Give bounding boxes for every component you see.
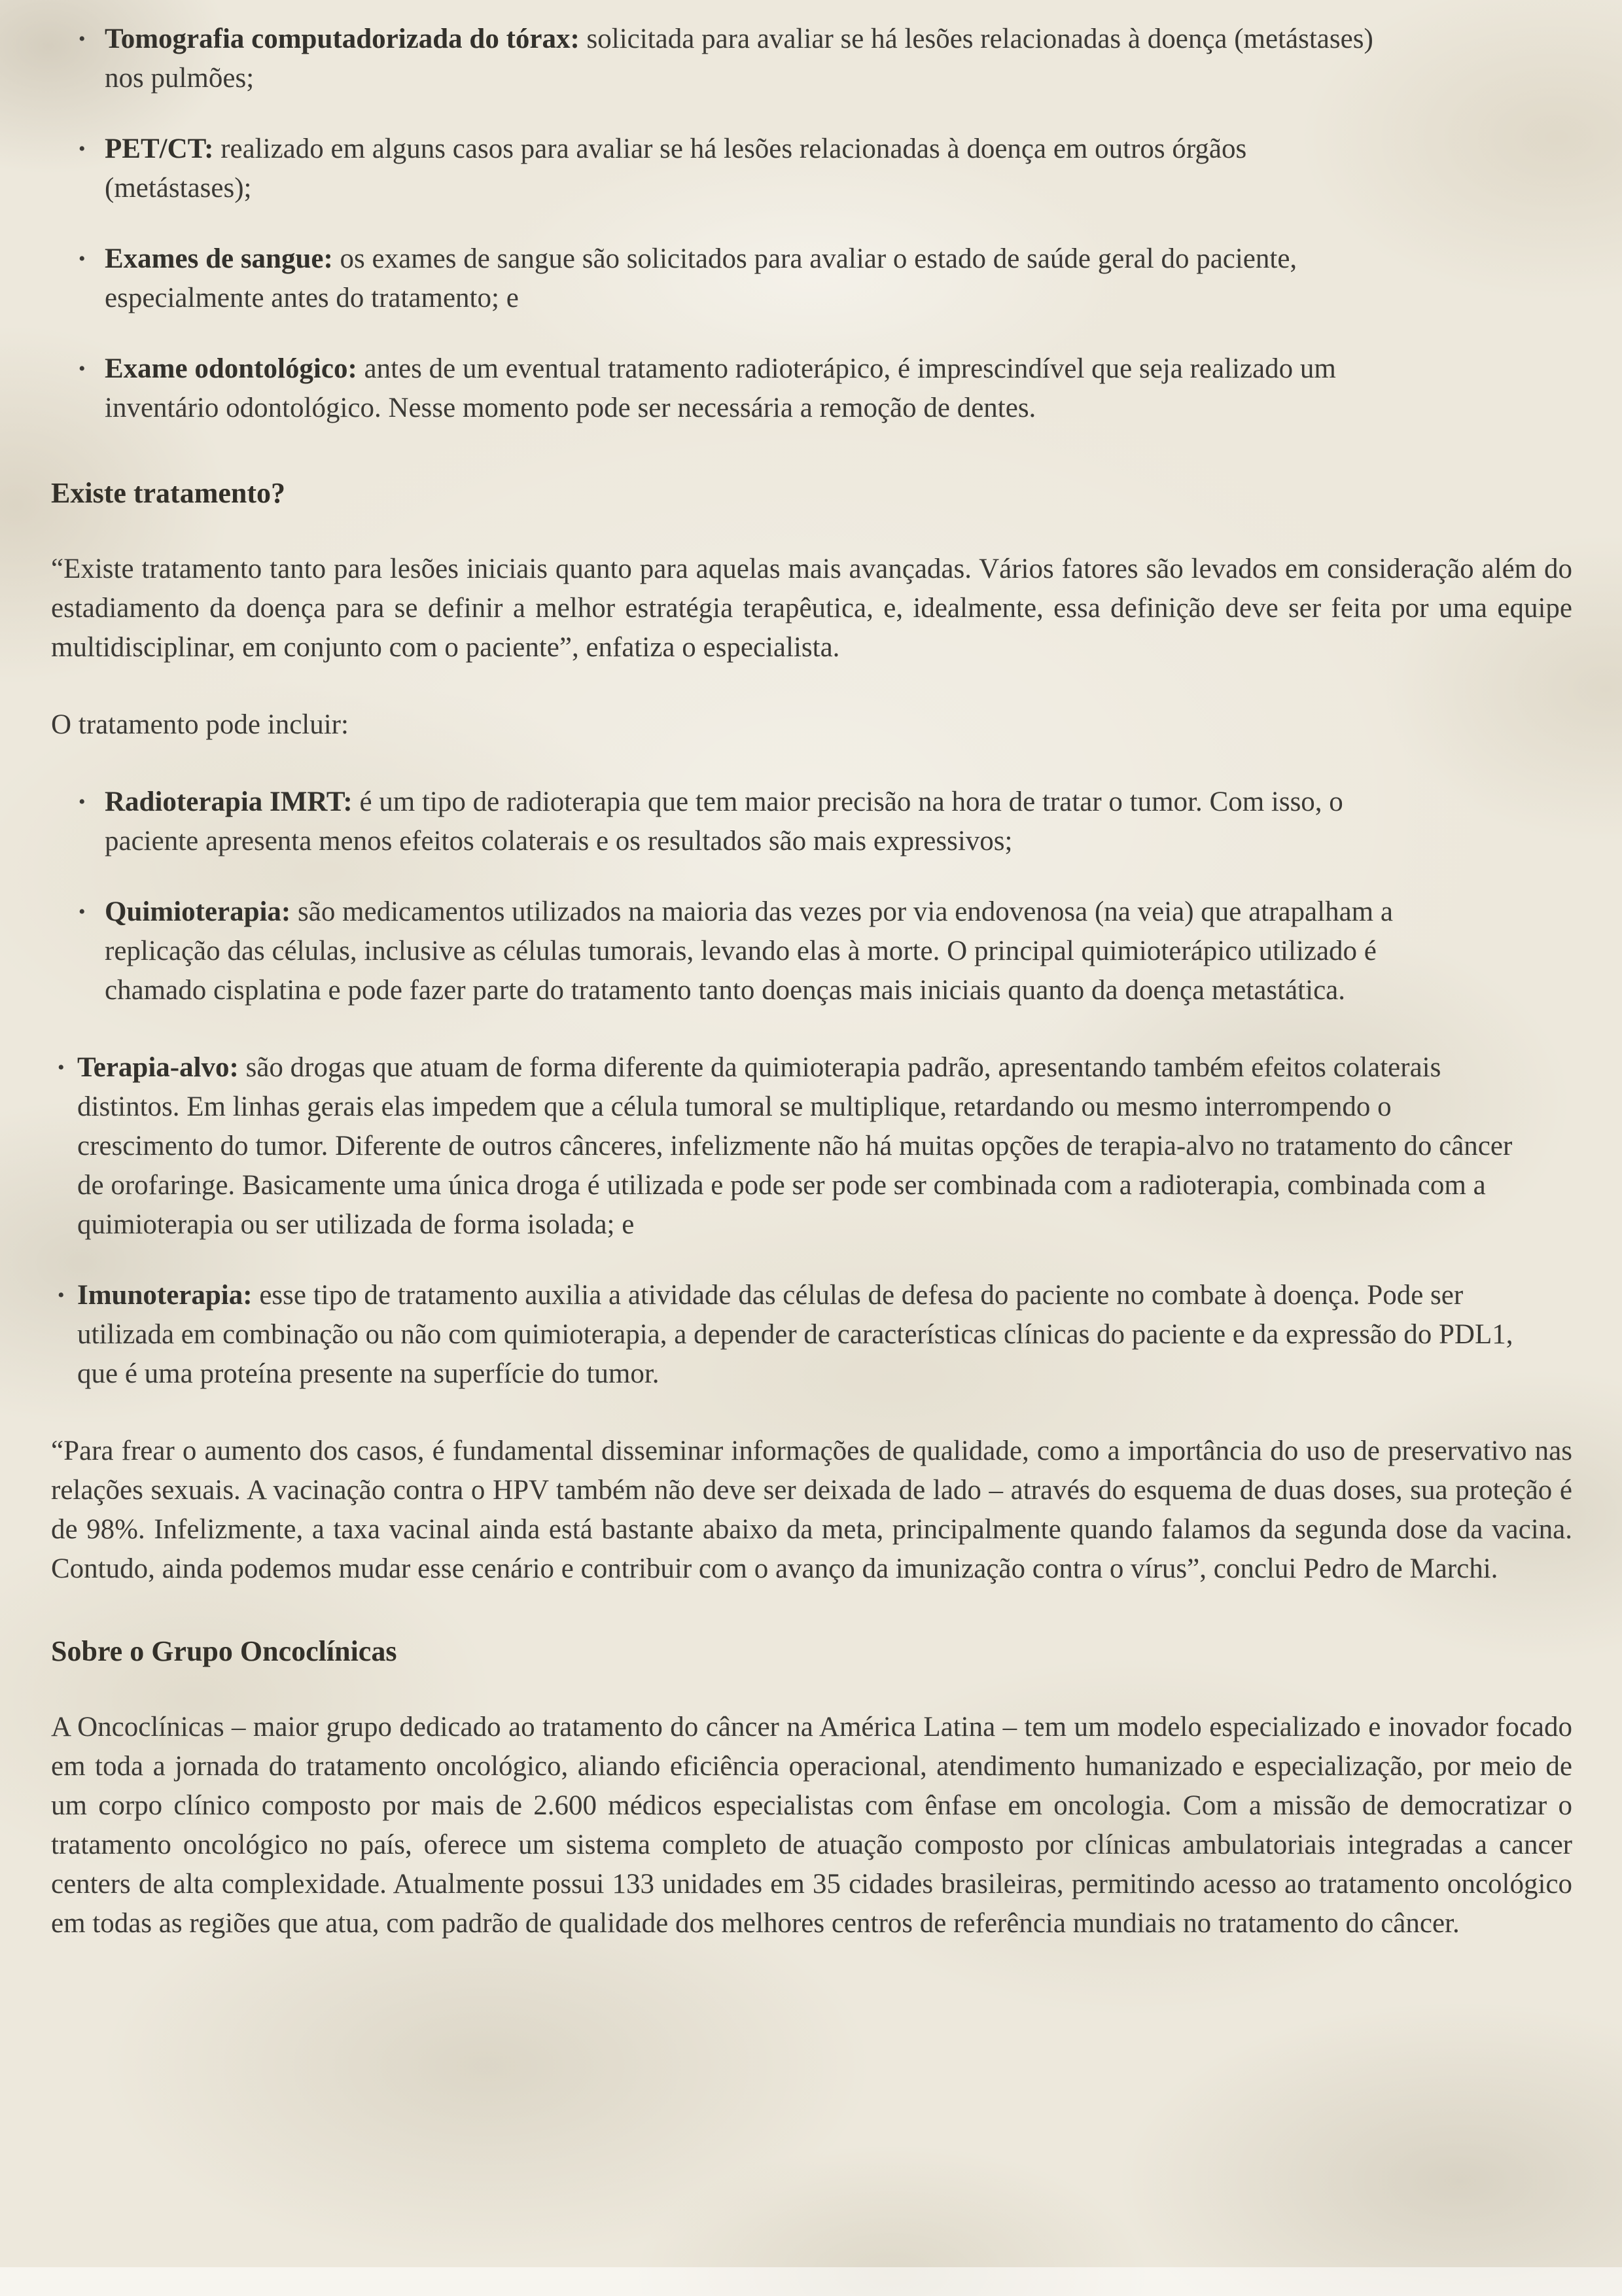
list-item bbox=[51, 892, 1396, 1010]
list-item bbox=[51, 20, 1396, 98]
bullet-icon: • bbox=[58, 1057, 65, 1078]
paragraph-quote-treatment: “Existe tratamento tanto para lesões iniciais quanto para aquelas mais avançadas. Vários fatores são levados em consideração além do estadiamento da doença para se definir a melhor estratégia terapêutica, e, idealmente, essa definição deve ser feita por uma equipe multidisciplinar, em conjunto com o paciente”, enfatiza o especialista. bbox=[51, 554, 1572, 663]
bullet-desc: é um tipo de radioterapia que tem maior precisão na hora de tratar o tumor. Com isso, o paciente apresenta menos efeitos colaterais e os resultados são mais expressivos; bbox=[105, 786, 1343, 857]
bullet-desc: esse tipo de tratamento auxilia a atividade das células de defesa do paciente no combate à doença. Pode ser utilizada em combinação ou não com quimioterapia, a depender de características clínicas do paciente e da expressão do PDL1, que é uma proteína presente na superfície do tumor. bbox=[77, 1280, 1513, 1389]
bottom-band bbox=[0, 2267, 1622, 2296]
bullet-icon: • bbox=[79, 138, 86, 160]
paragraph-treatment-intro: O tratamento pode incluir: bbox=[51, 709, 349, 740]
article-content bbox=[51, 20, 1572, 1981]
bullet-desc: solicitada para avaliar se há lesões relacionadas à doença (metástases) nos pulmões; bbox=[105, 24, 1373, 94]
exam-bullet-list bbox=[51, 20, 1396, 428]
bullet-desc: são medicamentos utilizados na maioria das vezes por via endovenosa (na veia) que atrapalham a replicação das células, inclusive as células tumorais, levando elas à morte. O principal quimioterápico utilizado é chamado cisplatina e pode fazer parte do tratamento tanto doenças mais iniciais quanto da doença metastática. bbox=[105, 896, 1393, 1006]
list-item bbox=[51, 1276, 1520, 1394]
bullet-desc: os exames de sangue são solicitados para avaliar o estado de saúde geral do paciente, especialmente antes do tratamento; e bbox=[105, 243, 1297, 313]
list-item bbox=[51, 239, 1396, 318]
treatment-bullet-list-outer bbox=[51, 1048, 1520, 1394]
treatment-bullet-list bbox=[51, 783, 1396, 1010]
bullet-term: Terapia-alvo: bbox=[77, 1052, 239, 1083]
section-heading-sobre-grupo: Sobre o Grupo Oncoclínicas bbox=[51, 1635, 397, 1667]
list-item bbox=[51, 349, 1396, 428]
bullet-icon: • bbox=[79, 28, 86, 50]
bullet-icon: • bbox=[79, 791, 86, 813]
bullet-term: Quimioterapia: bbox=[105, 896, 291, 927]
section-heading-existe-tratamento: Existe tratamento? bbox=[51, 477, 286, 509]
bullet-term: Tomografia computadorizada do tórax: bbox=[105, 24, 580, 54]
bullet-desc: antes de um eventual tratamento radioterápico, é imprescindível que seja realizado um inventário odontológico. Nesse momento pode ser necessária a remoção de dentes. bbox=[105, 353, 1336, 423]
bullet-term: Exame odontológico: bbox=[105, 353, 357, 384]
paragraph-about-oncoclinicas: A Oncoclínicas – maior grupo dedicado ao tratamento do câncer na América Latina – tem um modelo especializado e inovador focado em toda a jornada do tratamento oncológico, aliando eficiência operacional, atendimento humanizado e especialização, por meio de um corpo clínico composto por mais de 2.600 médicos especialistas com ênfase em oncologia. Com a missão de democratizar o tratamento oncológico no país, oferece um sistema completo de atuação composto por clínicas ambulatoriais integradas a cancer centers de alta complexidade. Atualmente possui 133 unidades em 35 cidades brasileiras, permitindo acesso ao tratamento oncológico em todas as regiões que atua, com padrão de qualidade dos melhores centros de referência mundiais no tratamento do câncer. bbox=[51, 1712, 1572, 1939]
bullet-term: Imunoterapia: bbox=[77, 1280, 253, 1311]
list-item bbox=[51, 130, 1396, 208]
bullet-icon: • bbox=[58, 1284, 65, 1306]
bullet-desc: realizado em alguns casos para avaliar se há lesões relacionadas à doença em outros órgãos (metástases); bbox=[105, 133, 1247, 203]
bullet-term: Exames de sangue: bbox=[105, 243, 333, 274]
bullet-icon: • bbox=[79, 358, 86, 380]
list-item bbox=[51, 1048, 1520, 1245]
bullet-term: Radioterapia IMRT: bbox=[105, 786, 353, 817]
list-item bbox=[51, 783, 1396, 861]
bullet-icon: • bbox=[79, 901, 86, 923]
bullet-icon: • bbox=[79, 248, 86, 270]
paragraph-quote-hpv: “Para frear o aumento dos casos, é fundamental disseminar informações de qualidade, como a importância do uso de preservativo nas relações sexuais. A vacinação contra o HPV também não deve ser deixada de lado – através do esquema de duas doses, sua proteção é de 98%. Infelizmente, a taxa vacinal ainda está bastante abaixo da meta, principalmente quando falamos da segunda dose da vacina. Contudo, ainda podemos mudar esse cenário e contribuir com o avanço da imunização contra o vírus”, conclui Pedro de Marchi. bbox=[51, 1436, 1572, 1584]
bullet-term: PET/CT: bbox=[105, 133, 214, 164]
bullet-desc: são drogas que atuam de forma diferente da quimioterapia padrão, apresentando também efeitos colaterais distintos. Em linhas gerais elas impedem que a célula tumoral se multiplique, retardando ou mesmo interrompendo o crescimento do tumor. Diferente de outros cânceres, infelizmente não há muitas opções de terapia-alvo no tratamento do câncer de orofaringe. Basicamente uma única droga é utilizada e pode ser pode ser combinada com a radioterapia, combinada com a quimioterapia ou ser utilizada de forma isolada; e bbox=[77, 1052, 1513, 1240]
